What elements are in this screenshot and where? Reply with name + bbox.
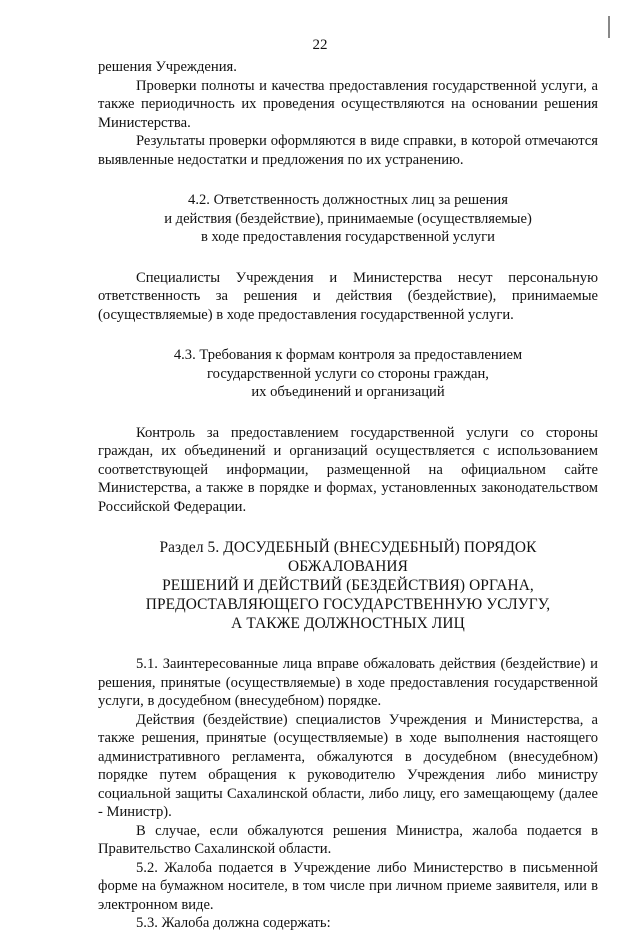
paragraph-appeal-procedure: Действия (бездействие) специалистов Учреждения и Министерства, а также решения, принятые (осуществляемые) в ходе выполнения настоящего административного регламента, обжалуются в досудебном (внесудебном) порядке путем обращения к руководителю Учреждения либо министру социальной защиты Сахалинской области, либо лицу, его замещающему (далее - Министр).: [98, 711, 598, 820]
paragraph-public-control: Контроль за предоставлением государственной услуги со стороны граждан, их объединений и организаций осуществляется с использованием соответствующей информации, размещенной на официальном сайте Министерства, а также в порядке и формах, установленных законодательством Российской Федерации.: [98, 424, 598, 515]
section-5-title-line: ПРЕДОСТАВЛЯЮЩЕГО ГОСУДАРСТВЕННУЮ УСЛУГУ,: [145, 596, 551, 613]
section-5-title-line: РЕШЕНИЙ И ДЕЙСТВИЙ (БЕЗДЕЙСТВИЯ) ОРГАНА,: [162, 577, 534, 594]
section-5-title-line: А ТАКЖЕ ДОЛЖНОСТНЫХ ЛИЦ: [231, 615, 465, 632]
section-5-title-line: Раздел 5. ДОСУДЕБНЫЙ (ВНЕСУДЕБНЫЙ) ПОРЯДОК ОБЖАЛОВАНИЯ: [159, 539, 537, 575]
heading-4-3-line: 4.3. Требования к формам контроля за предоставлением: [173, 347, 523, 363]
page-body: [98, 58, 598, 933]
paragraph-5-3: 5.3. Жалоба должна содержать:: [136, 915, 331, 931]
paragraph-inspections: Проверки полноты и качества предоставления государственной услуги, а также периодичность их проведения осуществляются на основании решения Министерства.: [98, 77, 598, 131]
paragraph-continuation: решения Учреждения.: [98, 59, 237, 75]
heading-4-2-line: в ходе предоставления государственной услуги: [201, 229, 495, 245]
paragraph-inspection-results: Результаты проверки оформляются в виде справки, в которой отмечаются выявленные недостатки и предложения по их устранению.: [98, 133, 598, 168]
heading-4-2-line: 4.2. Ответственность должностных лиц за решения: [188, 192, 508, 208]
paragraph-5-1: 5.1. Заинтересованные лица вправе обжаловать действия (бездействие) и решения, принятые (осуществляемые) в ходе предоставления государственной услуги, в досудебном (внесудебном) порядке.: [98, 656, 598, 709]
heading-4-2-line: и действия (бездействие), принимаемые (осуществляемые): [164, 210, 532, 227]
paragraph-minister-appeal: В случае, если обжалуются решения Министра, жалоба подается в Правительство Сахалинской области.: [98, 822, 598, 857]
scan-edge-mark: [608, 16, 610, 38]
heading-4-2: [98, 191, 598, 247]
heading-4-3-line: их объединений и организаций: [251, 384, 445, 400]
paragraph-5-2: 5.2. Жалоба подается в Учреждение либо Министерство в письменной форме на бумажном носителе, в том числе при личном приеме заявителя, или в электронном виде.: [98, 859, 598, 913]
section-5-title: [98, 538, 598, 633]
paragraph-responsibility: Специалисты Учреждения и Министерства несут персональную ответственность за решения и действия (бездействие), принимаемые (осуществляемые) в ходе предоставления государственной услуги.: [98, 269, 598, 323]
heading-4-3: [98, 346, 598, 402]
heading-4-3-line: государственной услуги со стороны граждан,: [207, 365, 489, 382]
page-number: 22: [312, 37, 328, 53]
